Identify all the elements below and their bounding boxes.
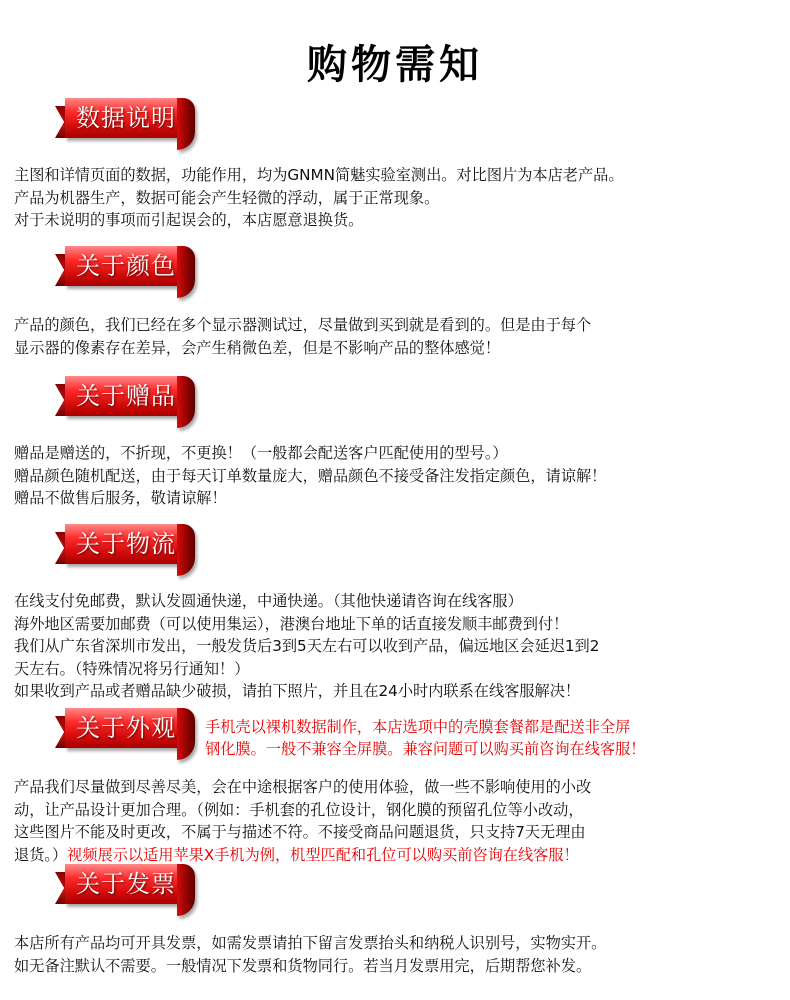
section-text-gift: [14, 442, 784, 510]
text-line: 显示器的像素存在差异，会产生稍微色差，但是不影响产品的整体感觉！: [14, 338, 500, 357]
text-line: 天左右。（特殊情况将另行通知！）: [14, 659, 250, 678]
text-line: 海外地区需要加邮费（可以使用集运），港澳台地址下单的话直接发顺丰邮费到付！: [14, 614, 569, 633]
section-heading-appearance: 关于外观: [76, 714, 176, 742]
section-text-invoice: [14, 932, 784, 977]
text-line: 这些图片不能及时更改，不属于与描述不符。不接受商品问题退货，只支持7天无理由: [14, 823, 586, 841]
section-heading-color: 关于颜色: [76, 252, 176, 280]
section-heading-gift: 关于赠品: [76, 382, 176, 410]
section-text-data: [14, 164, 784, 232]
notice-line: 钢化膜。一般不兼容全屏膜。兼容问题可以购买前咨询在线客服！: [205, 740, 646, 758]
text-segment: 退货。）: [14, 845, 68, 864]
text-line: 我们从广东省深圳市发出，一般发货后3到5天左右可以收到产品，偏远地区会延迟1到2: [14, 637, 600, 655]
section-text-color: [14, 314, 784, 359]
section-banner-gift: [55, 374, 205, 428]
text-line: 动，让产品设计更加合理。（例如：手机套的孔位设计，钢化膜的预留孔位等小改动，: [14, 800, 584, 819]
section-banner-logistics: [55, 522, 205, 576]
text-line: 如果收到产品或者赠品缺少破损，请拍下照片，并且在24小时内联系在线客服解决！: [14, 682, 581, 700]
text-line: 如无备注默认不需要。一般情况下发票和货物同行。若当月发票用完，后期帮您补发。: [14, 956, 592, 975]
text-line: 赠品是赠送的，不折现，不更换！（一般都会配送客户匹配使用的型号。）: [14, 444, 508, 462]
section-banner-data: [55, 96, 205, 150]
text-line: 主图和详情页面的数据，功能作用，均为GNMN简魅实验室测出。对比图片为本店老产品。: [14, 166, 624, 184]
text-line: 本店所有产品均可开具发票，如需发票请拍下留言发票抬头和纳税人识别号，实物实开。: [14, 934, 607, 952]
text-line: 产品的颜色，我们已经在多个显示器测试过，尽量做到买到就是看到的。但是由于每个: [14, 316, 592, 334]
section-banner-color: [55, 244, 205, 298]
highlight-text: 视频展示以适用苹果X手机为例，机型匹配和孔位可以购买前咨询在线客服！: [67, 845, 579, 864]
text-line: 赠品不做售后服务，敬请谅解！: [14, 489, 227, 507]
text-line: 产品为机器生产，数据可能会产生轻微的浮动，属于正常现象。: [14, 188, 440, 207]
section-heading-invoice: 关于发票: [76, 870, 176, 898]
section-banner-invoice: [55, 862, 205, 916]
section-text-appearance: [14, 776, 784, 866]
section-heading-data: 数据说明: [76, 104, 176, 132]
notice-line: 手机壳以裸机数据制作，本店选项中的壳膜套餐都是配送非全屏: [205, 718, 631, 736]
section-text-logistics: [14, 590, 784, 703]
text-line: 对于未说明的事项而引起误会的，本店愿意退换货。: [14, 211, 364, 229]
text-line: 产品我们尽量做到尽善尽美，会在中途根据客户的使用体验，做一些不影响使用的小改: [14, 778, 592, 796]
text-line: 在线支付免邮费，默认发圆通快递，中通快递。（其他快递请咨询在线客服）: [14, 592, 523, 610]
section-banner-appearance: [55, 706, 205, 760]
section-heading-logistics: 关于物流: [76, 530, 176, 558]
text-line: 赠品颜色随机配送，由于每天订单数量庞大，赠品颜色不接受备注发指定颜色，请谅解！: [14, 466, 607, 485]
page-title: 购物需知: [307, 41, 483, 88]
appearance-notice: [205, 716, 785, 760]
